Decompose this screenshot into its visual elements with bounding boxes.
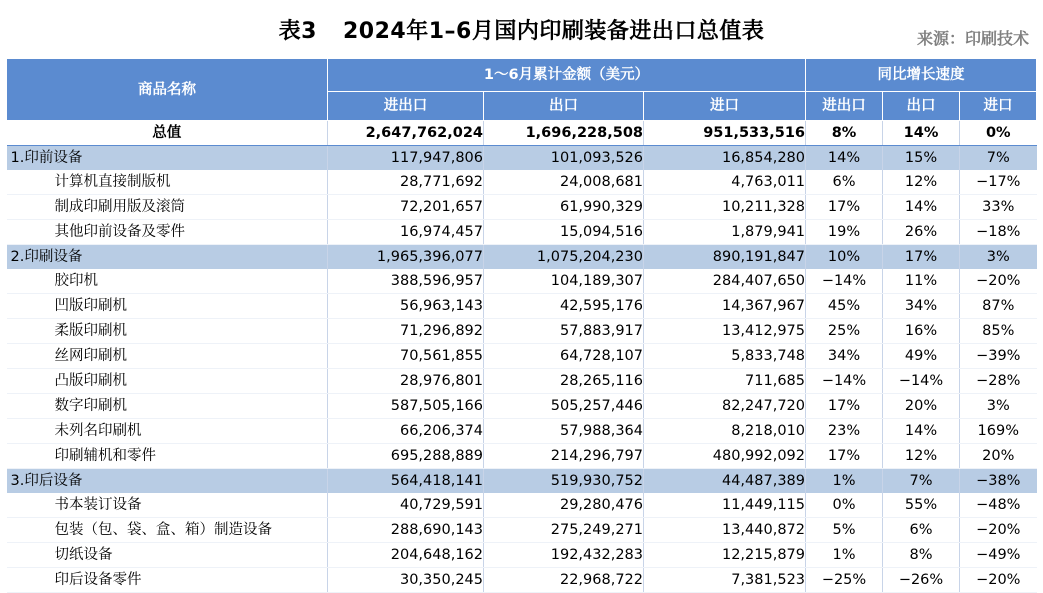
cell-import: 12,215,879 xyxy=(644,543,806,568)
cell-import: 951,533,516 xyxy=(644,121,806,146)
cell-product-name: 包装（包、袋、盒、箱）制造设备 xyxy=(7,518,328,543)
table-row xyxy=(7,220,1037,245)
table-body xyxy=(7,121,1037,593)
cell-growth-import: −39% xyxy=(960,344,1037,369)
cell-export: 29,280,476 xyxy=(484,493,644,518)
cell-total-trade: 2,647,762,024 xyxy=(328,121,484,146)
cell-growth-total: 19% xyxy=(806,220,883,245)
cell-growth-export: 15% xyxy=(883,146,960,171)
cell-growth-total: −14% xyxy=(806,369,883,394)
cell-export: 1,696,228,508 xyxy=(484,121,644,146)
cell-total-trade: 204,648,162 xyxy=(328,543,484,568)
cell-product-name: 1.印前设备 xyxy=(7,146,328,171)
cell-import: 14,367,967 xyxy=(644,294,806,319)
cell-total-trade: 56,963,143 xyxy=(328,294,484,319)
cell-growth-total: 8% xyxy=(806,121,883,146)
cell-growth-export: 16% xyxy=(883,319,960,344)
table-header xyxy=(7,59,1037,121)
cell-product-name: 柔版印刷机 xyxy=(7,319,328,344)
cell-growth-total: 17% xyxy=(806,195,883,220)
cell-product-name: 印后设备零件 xyxy=(7,568,328,593)
cell-total-trade: 72,201,657 xyxy=(328,195,484,220)
cell-product-name: 印刷辅机和零件 xyxy=(7,444,328,469)
cell-import: 480,992,092 xyxy=(644,444,806,469)
table-row xyxy=(7,170,1037,195)
cell-total-trade: 117,947,806 xyxy=(328,146,484,171)
cell-product-name: 3.印后设备 xyxy=(7,469,328,494)
category-row xyxy=(7,146,1037,171)
cell-growth-export: 34% xyxy=(883,294,960,319)
cell-export: 24,008,681 xyxy=(484,170,644,195)
cell-growth-import: 87% xyxy=(960,294,1037,319)
cell-growth-export: 14% xyxy=(883,419,960,444)
cell-growth-total: −25% xyxy=(806,568,883,593)
cell-growth-total: 1% xyxy=(806,543,883,568)
header-product-name: 商品名称 xyxy=(7,59,328,121)
cell-growth-export: 8% xyxy=(883,543,960,568)
cell-growth-import: 3% xyxy=(960,245,1037,270)
header-amount-group: 1～6月累计金额（美元） xyxy=(328,59,806,92)
cell-growth-import: 169% xyxy=(960,419,1037,444)
page-title xyxy=(0,14,1043,45)
cell-total-trade: 16,974,457 xyxy=(328,220,484,245)
table-row xyxy=(7,269,1037,294)
cell-growth-export: 17% xyxy=(883,245,960,270)
cell-growth-import: −20% xyxy=(960,518,1037,543)
cell-growth-export: 12% xyxy=(883,444,960,469)
cell-growth-total: 1% xyxy=(806,469,883,494)
cell-total-trade: 288,690,143 xyxy=(328,518,484,543)
cell-export: 57,988,364 xyxy=(484,419,644,444)
cell-growth-total: 23% xyxy=(806,419,883,444)
cell-import: 1,879,941 xyxy=(644,220,806,245)
cell-growth-import: −38% xyxy=(960,469,1037,494)
cell-product-name: 书本装订设备 xyxy=(7,493,328,518)
table-row xyxy=(7,568,1037,593)
cell-product-name: 计算机直接制版机 xyxy=(7,170,328,195)
cell-export: 64,728,107 xyxy=(484,344,644,369)
cell-growth-import: 0% xyxy=(960,121,1037,146)
cell-growth-total: 10% xyxy=(806,245,883,270)
cell-growth-export: 11% xyxy=(883,269,960,294)
cell-export: 214,296,797 xyxy=(484,444,644,469)
cell-growth-export: 20% xyxy=(883,394,960,419)
cell-growth-total: 17% xyxy=(806,394,883,419)
cell-import: 11,449,115 xyxy=(644,493,806,518)
cell-growth-import: −20% xyxy=(960,269,1037,294)
category-row xyxy=(7,469,1037,494)
header-growth-export: 出口 xyxy=(883,92,960,121)
table-row xyxy=(7,419,1037,444)
cell-import: 711,685 xyxy=(644,369,806,394)
cell-growth-export: −26% xyxy=(883,568,960,593)
cell-import: 890,191,847 xyxy=(644,245,806,270)
category-row xyxy=(7,245,1037,270)
cell-growth-export: 14% xyxy=(883,195,960,220)
cell-growth-import: 3% xyxy=(960,394,1037,419)
cell-growth-export: 6% xyxy=(883,518,960,543)
table-row xyxy=(7,319,1037,344)
cell-growth-total: 5% xyxy=(806,518,883,543)
cell-growth-total: 6% xyxy=(806,170,883,195)
cell-import: 16,854,280 xyxy=(644,146,806,171)
cell-total-trade: 30,350,245 xyxy=(328,568,484,593)
cell-product-name: 数字印刷机 xyxy=(7,394,328,419)
cell-growth-import: 7% xyxy=(960,146,1037,171)
title-bar xyxy=(0,0,1043,58)
cell-export: 101,093,526 xyxy=(484,146,644,171)
table-row xyxy=(7,294,1037,319)
cell-product-name: 总值 xyxy=(7,121,328,146)
cell-total-trade: 564,418,141 xyxy=(328,469,484,494)
table-row xyxy=(7,369,1037,394)
table-row xyxy=(7,518,1037,543)
cell-export: 61,990,329 xyxy=(484,195,644,220)
table-row xyxy=(7,344,1037,369)
cell-export: 28,265,116 xyxy=(484,369,644,394)
header-export: 出口 xyxy=(484,92,644,121)
table-row xyxy=(7,394,1037,419)
table-row xyxy=(7,444,1037,469)
cell-growth-total: 25% xyxy=(806,319,883,344)
cell-product-name: 2.印刷设备 xyxy=(7,245,328,270)
source-note: 来源：印刷技术 xyxy=(916,29,1029,48)
cell-growth-total: 45% xyxy=(806,294,883,319)
cell-growth-total: −14% xyxy=(806,269,883,294)
header-growth-total: 进出口 xyxy=(806,92,883,121)
cell-growth-import: 85% xyxy=(960,319,1037,344)
header-total-trade: 进出口 xyxy=(328,92,484,121)
header-growth-import: 进口 xyxy=(960,92,1037,121)
cell-total-trade: 1,965,396,077 xyxy=(328,245,484,270)
cell-product-name: 凸版印刷机 xyxy=(7,369,328,394)
total-row xyxy=(7,121,1037,146)
cell-product-name: 丝网印刷机 xyxy=(7,344,328,369)
cell-import: 13,412,975 xyxy=(644,319,806,344)
cell-total-trade: 695,288,889 xyxy=(328,444,484,469)
cell-growth-import: −48% xyxy=(960,493,1037,518)
cell-growth-export: 49% xyxy=(883,344,960,369)
cell-import: 8,218,010 xyxy=(644,419,806,444)
cell-product-name: 制成印刷用版及滚筒 xyxy=(7,195,328,220)
cell-growth-export: 12% xyxy=(883,170,960,195)
cell-export: 15,094,516 xyxy=(484,220,644,245)
header-import: 进口 xyxy=(644,92,806,121)
cell-export: 42,595,176 xyxy=(484,294,644,319)
cell-total-trade: 40,729,591 xyxy=(328,493,484,518)
cell-growth-total: 14% xyxy=(806,146,883,171)
cell-import: 44,487,389 xyxy=(644,469,806,494)
cell-import: 10,211,328 xyxy=(644,195,806,220)
cell-import: 82,247,720 xyxy=(644,394,806,419)
cell-growth-export: −14% xyxy=(883,369,960,394)
header-growth-group: 同比增长速度 xyxy=(806,59,1037,92)
cell-total-trade: 587,505,166 xyxy=(328,394,484,419)
cell-total-trade: 66,206,374 xyxy=(328,419,484,444)
cell-growth-total: 34% xyxy=(806,344,883,369)
cell-import: 5,833,748 xyxy=(644,344,806,369)
cell-export: 104,189,307 xyxy=(484,269,644,294)
table-row xyxy=(7,543,1037,568)
cell-import: 4,763,011 xyxy=(644,170,806,195)
cell-product-name: 胶印机 xyxy=(7,269,328,294)
cell-growth-import: −17% xyxy=(960,170,1037,195)
cell-export: 505,257,446 xyxy=(484,394,644,419)
cell-total-trade: 28,771,692 xyxy=(328,170,484,195)
table-row xyxy=(7,195,1037,220)
cell-growth-export: 14% xyxy=(883,121,960,146)
cell-export: 275,249,271 xyxy=(484,518,644,543)
cell-import: 7,381,523 xyxy=(644,568,806,593)
cell-import: 13,440,872 xyxy=(644,518,806,543)
table-row xyxy=(7,493,1037,518)
table-number: 表3 xyxy=(278,19,317,44)
cell-export: 57,883,917 xyxy=(484,319,644,344)
cell-growth-total: 0% xyxy=(806,493,883,518)
cell-product-name: 其他印前设备及零件 xyxy=(7,220,328,245)
cell-growth-export: 7% xyxy=(883,469,960,494)
table-title: 2024年1–6月国内印刷装备进出口总值表 xyxy=(342,19,765,44)
cell-growth-export: 55% xyxy=(883,493,960,518)
cell-export: 192,432,283 xyxy=(484,543,644,568)
cell-growth-import: −28% xyxy=(960,369,1037,394)
cell-product-name: 凹版印刷机 xyxy=(7,294,328,319)
cell-growth-total: 17% xyxy=(806,444,883,469)
cell-growth-import: −49% xyxy=(960,543,1037,568)
cell-export: 22,968,722 xyxy=(484,568,644,593)
cell-product-name: 切纸设备 xyxy=(7,543,328,568)
cell-growth-export: 26% xyxy=(883,220,960,245)
cell-growth-import: −18% xyxy=(960,220,1037,245)
cell-import: 284,407,650 xyxy=(644,269,806,294)
cell-total-trade: 71,296,892 xyxy=(328,319,484,344)
cell-growth-import: 33% xyxy=(960,195,1037,220)
cell-export: 1,075,204,230 xyxy=(484,245,644,270)
cell-total-trade: 70,561,855 xyxy=(328,344,484,369)
cell-growth-import: −20% xyxy=(960,568,1037,593)
trade-table xyxy=(6,58,1037,593)
cell-total-trade: 388,596,957 xyxy=(328,269,484,294)
cell-product-name: 未列名印刷机 xyxy=(7,419,328,444)
cell-export: 519,930,752 xyxy=(484,469,644,494)
cell-growth-import: 20% xyxy=(960,444,1037,469)
cell-total-trade: 28,976,801 xyxy=(328,369,484,394)
